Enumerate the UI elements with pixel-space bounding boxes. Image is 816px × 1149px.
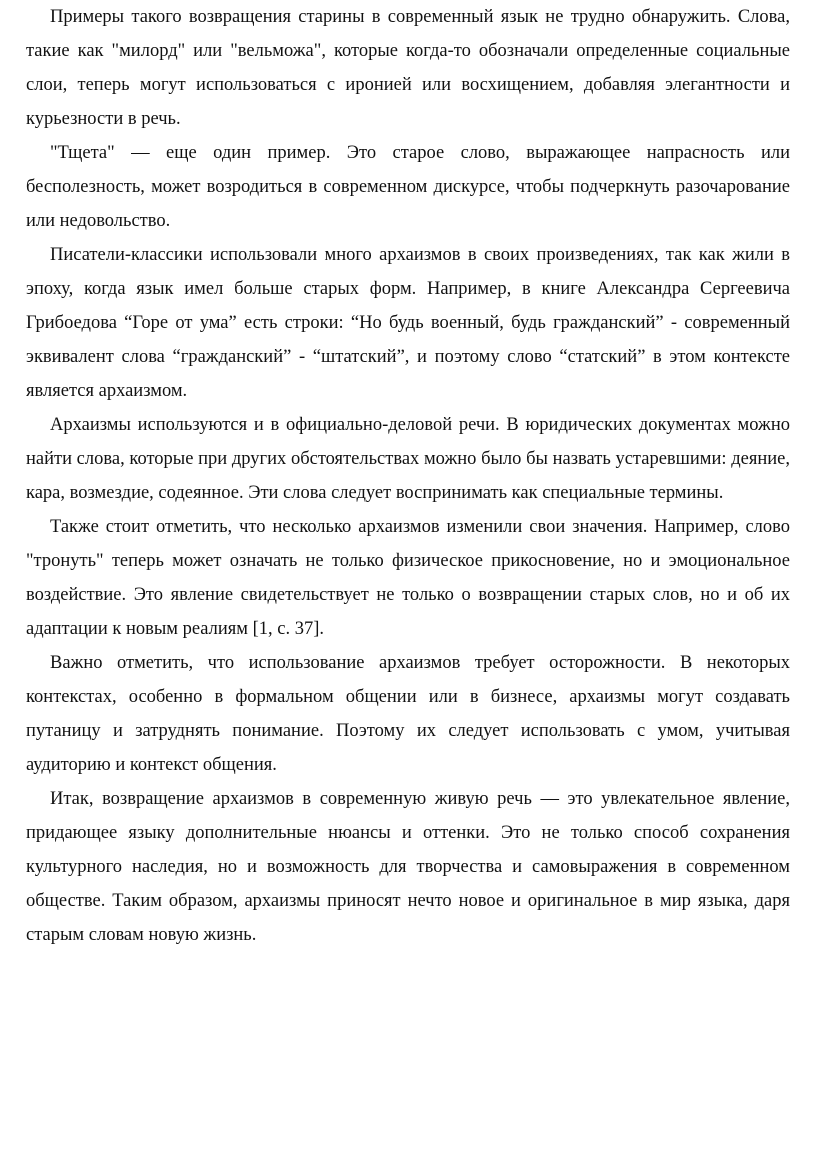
paragraph-6: Важно отметить, что использование архаизмов требует осторожности. В некоторых контекстах, особенно в формальном общении или в бизнесе, архаизмы могут создавать путаницу и затруднять понимание. Поэтому их следует использовать с умом, учитывая аудиторию и контекст общения. [26, 653, 790, 775]
document-body [26, 0, 790, 952]
paragraph-4: Архаизмы используются и в официально-деловой речи. В юридических документах можно найти слова, которые при других обстоятельствах можно было бы назвать устаревшими: деяние, кара, возмездие, содеянное. Эти слова следует воспринимать как специальные термины. [26, 415, 790, 503]
paragraph-7: Итак, возвращение архаизмов в современную живую речь — это увлекательное явление, придающее языку дополнительные нюансы и оттенки. Это не только способ сохранения культурного наследия, но и возможность для творчества и самовыражения в современном обществе. Таким образом, архаизмы приносят нечто новое и оригинальное в мир языка, даря старым словам новую жизнь. [26, 789, 790, 945]
paragraph-5: Также стоит отметить, что несколько архаизмов изменили свои значения. Например, слово "тронуть" теперь может означать не только физическое прикосновение, но и эмоциональное воздействие. Это явление свидетельствует не только о возвращении старых слов, но и об их адаптации к новым реалиям [1, с. 37]. [26, 517, 790, 639]
paragraph-1: Примеры такого возвращения старины в современный язык не трудно обнаружить. Слова, такие как "милорд" или "вельможа", которые когда-то обозначали определенные социальные слои, теперь могут использоваться с иронией или восхищением, добавляя элегантности и курьезности в речь. [26, 7, 790, 129]
paragraph-2: "Тщета" — еще один пример. Это старое слово, выражающее напрасность или бесполезность, может возродиться в современном дискурсе, чтобы подчеркнуть разочарование или недовольство. [26, 143, 790, 231]
paragraph-3: Писатели-классики использовали много архаизмов в своих произведениях, так как жили в эпоху, когда язык имел больше старых форм. Например, в книге Александра Сергеевича Грибоедова “Горе от ума” есть строки: “Но будь военный, будь гражданский” - современный эквивалент слова “гражданский” - “штатский”, и поэтому слово “статский” в этом контексте является архаизмом. [26, 245, 790, 401]
